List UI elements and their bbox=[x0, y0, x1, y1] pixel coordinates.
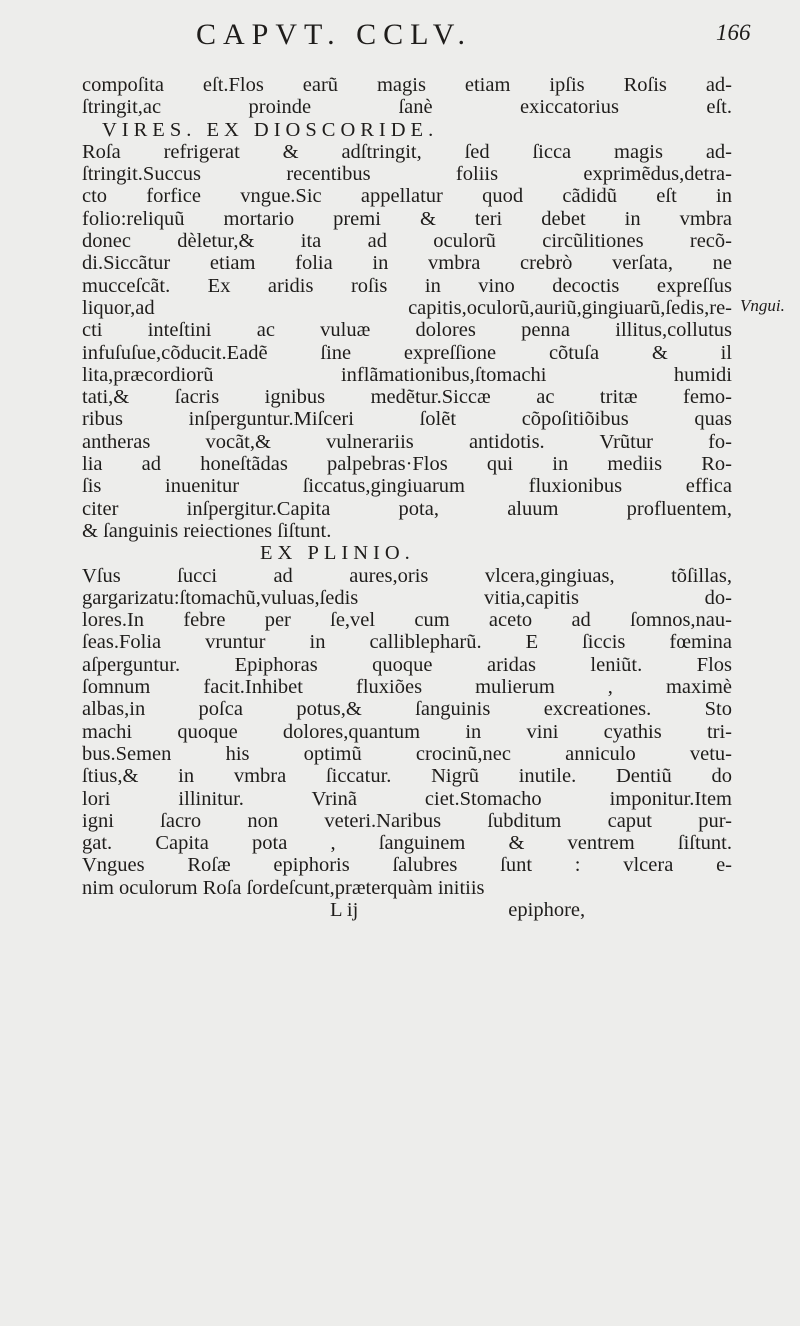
text-line: & ſanguinis reiectiones ſiſtunt. bbox=[82, 519, 332, 542]
text-line: folio:reliquũ mortario premi & teri debet in vmbra bbox=[82, 207, 732, 230]
catchword: epiphore, bbox=[508, 898, 586, 921]
text-line: nim oculorum Roſa ſordeſcunt,præterquàm initiis bbox=[82, 876, 485, 899]
text-line: antheras vocãt,& vulnerariis antidotis. Vrũtur fo- bbox=[82, 430, 732, 453]
text-line: cti inteſtini ac vuluæ dolores penna illitus,collutus bbox=[82, 319, 732, 342]
text-line: ſtringit.Succus recentibus foliis exprimẽdus,detra- bbox=[82, 163, 732, 186]
signature-mark: L ij bbox=[330, 898, 359, 921]
text-line: donec dèletur,& ita ad oculorũ circũlitiones recõ- bbox=[82, 230, 732, 253]
text-line: albas,in poſca potus,& ſanguinis excreationes. Sto bbox=[82, 698, 732, 721]
text-line: compoſita eſt.Flos earũ magis etiam ipſis Roſis ad- bbox=[82, 74, 732, 96]
text-line: infuſuſue,cõducit.Eadẽ ſine expreſſione cõtuſa & il bbox=[82, 341, 732, 364]
text-line: Vngues Roſæ epiphoris ſalubres ſunt : vlcera e- bbox=[82, 854, 732, 877]
text-line: ſis inuenitur ſiccatus,gingiuarum fluxionibus effica bbox=[82, 475, 732, 498]
text-line: tati,& ſacris ignibus medẽtur.Siccæ ac tritæ femo- bbox=[82, 386, 732, 409]
text-line: mucceſcãt. Ex aridis roſis in vino decoctis expreſſus bbox=[82, 274, 732, 297]
text-line: machi quoque dolores,quantum in vini cyathis tri- bbox=[82, 720, 732, 743]
text-line: citer inſpergitur.Capita pota, aluum profluentem, bbox=[82, 497, 732, 520]
marginal-note: Vngui. bbox=[740, 296, 785, 315]
text-line: lita,præcordiorũ inflãmationibus,ſtomachi humidi bbox=[82, 363, 732, 386]
text-line: aſperguntur. Epiphoras quoque aridas leniũt. Flos bbox=[82, 653, 732, 676]
text-line: igni ſacro non veteri.Naribus ſubditum caput pur- bbox=[82, 809, 732, 832]
section-heading: VIRES. EX DIOSCORIDE. bbox=[102, 118, 439, 141]
section-heading: EX PLINIO. bbox=[260, 542, 415, 565]
text-line: gargarizatu:ſtomachũ,vuluas,ſedis vitia,capitis do- bbox=[82, 586, 732, 609]
signature-catchword-line bbox=[82, 899, 732, 921]
text-line: lia ad honeſtãdas palpebras·Flos qui in mediis Ro- bbox=[82, 453, 732, 476]
text-line: lores.In febre per ſe,vel cum aceto ad ſomnos,nau- bbox=[82, 609, 732, 632]
text-line: ſtringit,ac proinde ſanè exiccatorius eſt. bbox=[82, 96, 732, 119]
text-line: Roſa refrigerat & adſtringit, ſed ſicca magis ad- bbox=[82, 140, 732, 163]
text-line: ſeas.Folia vruntur in calliblepharũ. E ſiccis fœmina bbox=[82, 631, 732, 654]
text-line: ſtius,& in vmbra ſiccatur. Nigrũ inutile. Dentiũ do bbox=[82, 765, 732, 788]
text-line: bus.Semen his optimũ crocinũ,nec anniculo vetu- bbox=[82, 742, 732, 765]
text-line: liquor,ad capitis,oculorũ,auriũ,gingiuarũ,ſedis,re- bbox=[82, 296, 732, 319]
text-line: ſomnum facit.Inhibet fluxiões mulierum , maximè bbox=[82, 676, 732, 699]
text-line: lori illinitur. Vrinã ciet.Stomacho imponitur.Item bbox=[82, 787, 732, 810]
text-line: cto forfice vngue.Sic appellatur quod cãdidũ eſt in bbox=[82, 185, 732, 208]
text-line: Vſus ſucci ad aures,oris vlcera,gingiuas, tõſillas, bbox=[82, 564, 732, 587]
text-line: gat. Capita pota , ſanguinem & ventrem ſiſtunt. bbox=[82, 832, 732, 855]
text-line: ribus inſperguntur.Miſceri ſolẽt cõpoſitiõibus quas bbox=[82, 408, 732, 431]
main-text-block bbox=[82, 74, 732, 921]
running-head: CAPVT. CCLV. bbox=[196, 18, 473, 51]
text-line: di.Siccãtur etiam folia in vmbra crebrò verſata, ne bbox=[82, 252, 732, 275]
page-number: 166 bbox=[716, 20, 751, 45]
